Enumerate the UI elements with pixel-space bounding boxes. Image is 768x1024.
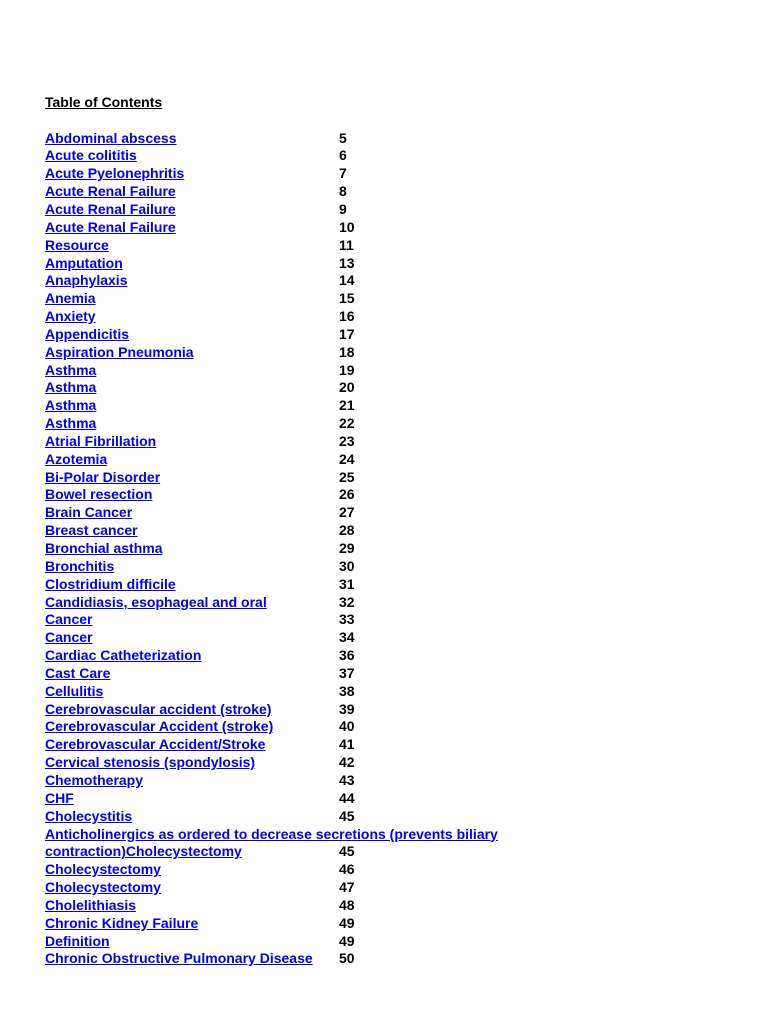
toc-entry — [45, 219, 745, 237]
toc-entry — [45, 879, 745, 897]
toc-entry — [45, 451, 745, 469]
toc-entry — [45, 326, 745, 344]
toc-entry-page-number: 43 — [339, 771, 355, 788]
toc-entry-page-number: 46 — [339, 861, 355, 878]
toc-entry-page-number: 38 — [339, 682, 355, 699]
toc-entry — [45, 469, 745, 487]
toc-entry-page-number: 26 — [339, 486, 355, 503]
toc-entry-link[interactable]: Acute Renal Failure — [45, 200, 176, 217]
toc-entry-page-number: 44 — [339, 789, 355, 806]
toc-entry — [45, 201, 745, 219]
toc-entry — [45, 701, 745, 719]
toc-entry-page-number: 39 — [339, 700, 355, 717]
toc-list — [45, 130, 745, 969]
toc-entry-link[interactable]: Candidiasis, esophageal and oral — [45, 593, 267, 610]
toc-entry — [45, 718, 745, 736]
toc-entry-page-number: 47 — [339, 879, 355, 896]
toc-entry-link[interactable]: Bi-Polar Disorder — [45, 468, 161, 485]
toc-entry — [45, 379, 745, 397]
toc-entry-page-number: 19 — [339, 361, 355, 378]
toc-entry — [45, 183, 745, 201]
toc-entry-page-number: 42 — [339, 754, 355, 771]
toc-entry — [45, 826, 745, 862]
toc-entry — [45, 486, 745, 504]
toc-entry-page-number: 24 — [339, 450, 355, 467]
toc-entry-page-number: 11 — [339, 236, 354, 253]
toc-entry — [45, 147, 745, 165]
toc-entry — [45, 772, 745, 790]
toc-entry-page-number: 22 — [339, 415, 355, 432]
toc-entry-page-number: 30 — [339, 557, 355, 574]
toc-entry-page-number: 45 — [339, 843, 355, 860]
toc-entry-page-number: 41 — [339, 736, 355, 753]
toc-entry — [45, 683, 745, 701]
toc-entry-link[interactable]: Anticholinergics as ordered to decrease secretions (prevents biliary contraction)Cholecystectomy — [45, 825, 498, 860]
toc-entry-page-number: 32 — [339, 593, 355, 610]
toc-entry-page-number: 15 — [339, 290, 355, 307]
toc-entry-link[interactable]: Brain Cancer — [45, 504, 133, 521]
toc-entry-page-number: 25 — [339, 468, 355, 485]
toc-entry-link[interactable]: Anaphylaxis — [45, 272, 128, 289]
toc-entry — [45, 165, 745, 183]
toc-entry-link[interactable]: Aspiration Pneumonia — [45, 343, 194, 360]
toc-entry-page-number: 28 — [339, 522, 355, 539]
toc-entry-link[interactable]: Bronchial asthma — [45, 540, 163, 556]
toc-entry-link[interactable]: Chronic Obstructive Pulmonary Disease — [45, 950, 313, 967]
toc-entry — [45, 433, 745, 451]
toc-entry — [45, 594, 745, 612]
toc-entry — [45, 897, 745, 915]
toc-entry-page-number: 14 — [339, 272, 355, 289]
toc-entry-link[interactable]: Cellulitis — [45, 682, 104, 699]
toc-entry-link[interactable]: Asthma — [45, 415, 97, 432]
toc-entry-page-number: 21 — [339, 397, 355, 414]
toc-entry-page-number: 8 — [339, 183, 347, 200]
toc-entry-link[interactable]: Cancer — [45, 629, 93, 646]
toc-entry — [45, 790, 745, 808]
toc-entry-page-number: 16 — [339, 308, 355, 325]
toc-entry-link[interactable]: Cholecystectomy — [45, 861, 161, 878]
toc-entry-page-number: 9 — [339, 200, 347, 217]
toc-entry-link[interactable]: Acute Pyelonephritis — [45, 165, 185, 182]
toc-entry — [45, 861, 745, 879]
toc-entry-page-number: 10 — [339, 218, 355, 235]
toc-entry-page-number: 20 — [339, 379, 355, 396]
toc-entry-page-number: 37 — [339, 664, 355, 681]
toc-entry — [45, 362, 745, 380]
toc-entry-link[interactable]: Cardiac Catheterization — [45, 647, 202, 664]
toc-entry-page-number: 23 — [339, 432, 355, 449]
toc-entry — [45, 558, 745, 576]
toc-entry-link[interactable]: Breast cancer — [45, 522, 138, 539]
toc-entry-link[interactable]: Chemotherapy — [45, 771, 144, 788]
toc-entry — [45, 272, 745, 290]
toc-entry-link[interactable]: Amputation — [45, 254, 123, 271]
toc-entry — [45, 397, 745, 415]
toc-entry-page-number: 29 — [339, 540, 355, 556]
toc-entry-link[interactable]: Bowel resection — [45, 486, 153, 503]
toc-entry-link[interactable]: Resource — [45, 236, 109, 253]
toc-entry-page-number: 50 — [339, 950, 355, 967]
toc-entry-link[interactable]: Clostridium difficile — [45, 575, 176, 592]
toc-entry-page-number: 27 — [339, 504, 355, 521]
toc-entry-link[interactable]: Cervical stenosis (spondylosis) — [45, 754, 256, 771]
toc-entry-page-number: 5 — [339, 129, 347, 146]
toc-entry-link[interactable]: Atrial Fibrillation — [45, 432, 157, 449]
toc-entry — [45, 255, 745, 273]
toc-entry-link[interactable]: Cerebrovascular Accident (stroke) — [45, 718, 274, 735]
toc-entry-link[interactable]: Cholelithiasis — [45, 896, 137, 913]
toc-entry — [45, 933, 745, 951]
toc-entry-page-number: 48 — [339, 896, 355, 913]
toc-entry — [45, 950, 745, 968]
toc-entry-link[interactable]: Definition — [45, 932, 110, 949]
toc-entry-link[interactable]: Azotemia — [45, 450, 108, 467]
toc-entry-link[interactable]: Bronchitis — [45, 557, 115, 574]
toc-entry — [45, 415, 745, 433]
toc-entry-link[interactable]: Acute Renal Failure — [45, 183, 176, 200]
toc-entry — [45, 629, 745, 647]
toc-entry-link[interactable]: Acute Renal Failure — [45, 218, 176, 235]
toc-entry-link[interactable]: Cancer — [45, 611, 93, 628]
toc-entry-page-number: 17 — [339, 325, 355, 342]
toc-entry-page-number: 6 — [339, 147, 347, 164]
toc-entry-page-number: 7 — [339, 165, 347, 182]
toc-title: Table of Contents — [45, 94, 163, 110]
toc-entry-page-number: 45 — [339, 807, 355, 824]
toc-entry-link[interactable]: Abdominal abscess — [45, 129, 177, 146]
toc-entry-link[interactable]: Cast Care — [45, 664, 111, 681]
toc-entry — [45, 576, 745, 594]
toc-entry-link[interactable]: Asthma — [45, 379, 97, 396]
toc-entry — [45, 130, 745, 148]
toc-entry-link[interactable]: Cholecystectomy — [45, 879, 161, 896]
toc-entry — [45, 754, 745, 772]
toc-entry-page-number: 34 — [339, 629, 355, 646]
toc-entry — [45, 915, 745, 933]
toc-entry-link[interactable]: Asthma — [45, 361, 97, 378]
toc-entry-link[interactable]: Cerebrovascular Accident/Stroke — [45, 736, 266, 753]
toc-entry — [45, 522, 745, 540]
toc-entry — [45, 611, 745, 629]
toc-entry-page-number: 18 — [339, 343, 355, 360]
toc-entry-page-number: 40 — [339, 718, 355, 735]
toc-entry-link[interactable]: Cholecystitis — [45, 807, 133, 824]
toc-entry — [45, 540, 745, 558]
toc-entry-link[interactable]: Anemia — [45, 290, 96, 307]
toc-entry-page-number: 36 — [339, 647, 355, 664]
toc-entry-page-number: 49 — [339, 932, 355, 949]
toc-entry — [45, 808, 745, 826]
toc-entry — [45, 665, 745, 683]
toc-entry-link[interactable]: Acute colititis — [45, 147, 137, 164]
toc-entry-page-number: 13 — [339, 254, 355, 271]
toc-entry-link[interactable]: Cerebrovascular accident (stroke) — [45, 700, 272, 717]
toc-entry-link[interactable]: Asthma — [45, 397, 97, 414]
toc-entry — [45, 647, 745, 665]
toc-entry-page-number: 31 — [339, 575, 355, 592]
toc-entry — [45, 290, 745, 308]
toc-entry-link[interactable]: Chronic Kidney Failure — [45, 914, 199, 931]
toc-entry-link[interactable]: CHF — [45, 789, 74, 806]
toc-entry-link[interactable]: Appendicitis — [45, 325, 130, 342]
toc-entry-page-number: 49 — [339, 914, 355, 931]
toc-entry-page-number: 33 — [339, 611, 355, 628]
toc-page — [45, 94, 745, 968]
toc-entry — [45, 237, 745, 255]
toc-entry — [45, 736, 745, 754]
toc-entry — [45, 344, 745, 362]
toc-entry — [45, 504, 745, 522]
toc-entry — [45, 308, 745, 326]
toc-entry-link[interactable]: Anxiety — [45, 308, 96, 325]
